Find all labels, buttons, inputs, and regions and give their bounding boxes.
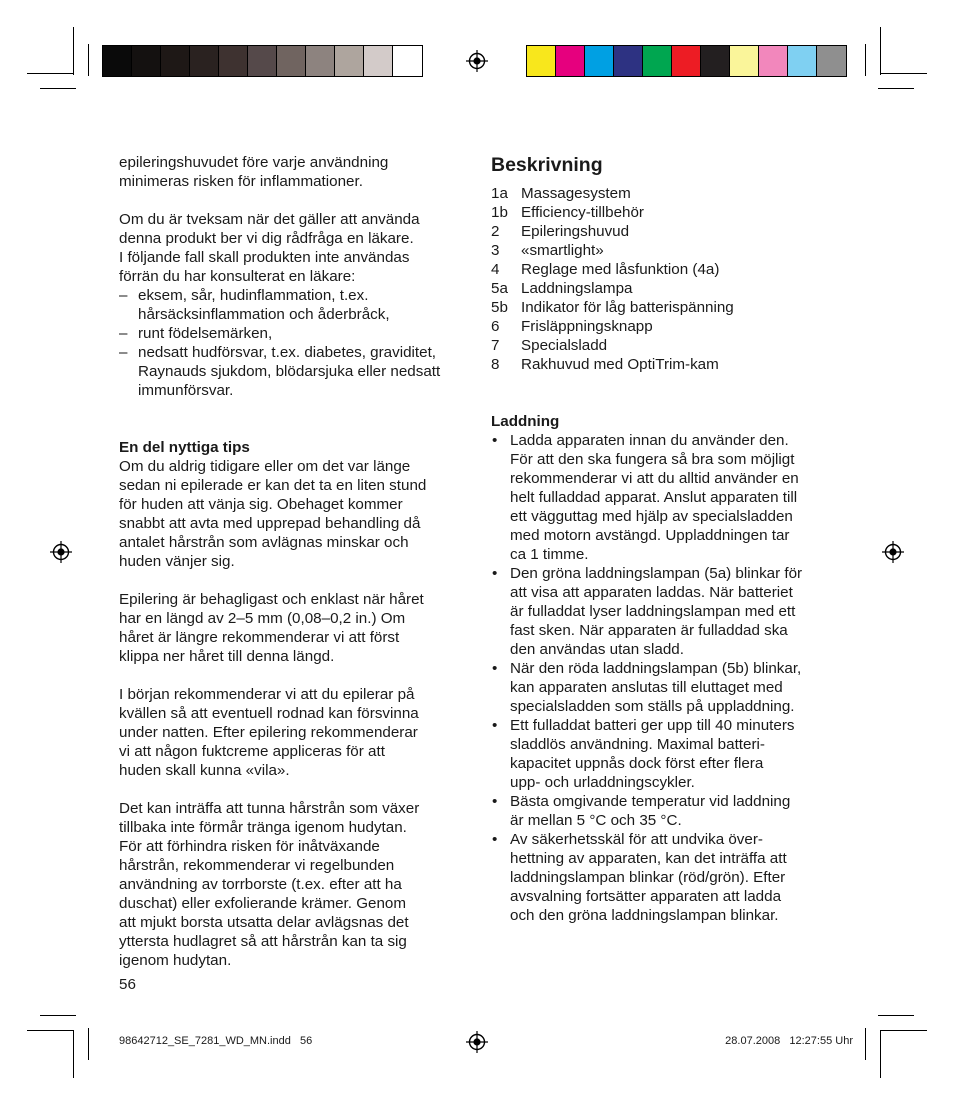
color-swatch <box>817 46 846 76</box>
crop-mark <box>881 1030 927 1031</box>
list-item: • Av säkerhetsskäl för att undvika över- hettning av apparaten, kan det inträffa att laddningslampan blinkar (röd/grön). Efter avsvalning fortsätter apparaten att ladda och den gröna laddningslampan blinkar. <box>492 831 787 924</box>
crop-mark <box>878 88 914 89</box>
color-swatch <box>364 46 393 76</box>
list-item: – nedsatt hudförsvar, t.ex. diabetes, graviditet, Raynauds sjukdom, blödarsjuka eller nedsatt immunförsvar. <box>119 344 441 399</box>
color-swatch <box>248 46 277 76</box>
page-number: 56 <box>119 976 136 993</box>
list-item: 3 «smartlight» <box>491 242 604 259</box>
crop-mark <box>878 1015 914 1016</box>
grayscale-color-bar <box>102 45 423 77</box>
color-swatch <box>788 46 817 76</box>
crop-mark <box>880 1030 881 1078</box>
intro-paragraph: epileringshuvudet före varje användning minimeras risken för inflammationer. <box>119 154 389 190</box>
list-item: – eksem, sår, hudinflammation, t.ex. hårsäcksinflammation och åderbråck, <box>119 287 390 323</box>
crop-mark <box>88 1028 89 1060</box>
tips-paragraph: Om du aldrig tidigare eller om det var länge sedan ni epilerade er kan det ta en liten stund för huden att vänja sig. Obehaget kommer snabbt att avta med upprepad behandling då antalet hårstrån som avlägnas minskar och huden vänjer sig. <box>119 458 427 570</box>
crop-mark <box>880 27 881 75</box>
crop-mark <box>881 73 927 74</box>
color-swatch <box>759 46 788 76</box>
list-item: 5a Laddningslampa <box>491 280 633 297</box>
list-item: • Den gröna laddningslampan (5a) blinkar för att visa att apparaten laddas. När batteriet är fulladdat lyser laddningslampan med ett fast sken. När apparaten är fulladdad ska den användas utan sladd. <box>492 565 803 658</box>
crop-mark <box>40 1015 76 1016</box>
list-item: 5b Indikator för låg batterispänning <box>491 299 734 316</box>
color-swatch <box>527 46 556 76</box>
color-swatch <box>103 46 132 76</box>
length-paragraph: Epilering är behagligast och enklast när håret har en längd av 2–5 mm (0,08–0,2 in.) Om håret är längre rekommenderar vi att först klippa ner håret till denna längd. <box>119 591 424 665</box>
color-swatch <box>306 46 335 76</box>
list-item: 6 Frisläppningsknapp <box>491 318 653 335</box>
conditions-list <box>119 286 469 400</box>
crop-mark <box>27 1030 73 1031</box>
color-swatch <box>556 46 585 76</box>
charging-list <box>491 431 841 925</box>
list-item: 2 Epileringshuvud <box>491 223 630 240</box>
color-swatch <box>161 46 190 76</box>
crop-mark <box>865 44 866 76</box>
tips-heading: En del nyttiga tips <box>119 439 250 456</box>
left-column <box>119 153 469 994</box>
color-swatch <box>614 46 643 76</box>
ingrown-hair-paragraph: Det kan inträffa att tunna hårstrån som växer tillbaka inte förmår tränga igenom hudytan. För att förhindra risken för inåtväxande hårstrån, rekommenderar vi regelbunden användning av torrborste (t.ex. efter att ha duschat) eller exfolierande krämer. Genom att mjukt borsta utsatta delar avlägsnas det yttersta hudlagret så att hårstrån kan ta sig igenom hudytan. <box>119 800 420 969</box>
right-column <box>491 153 841 925</box>
crop-mark <box>27 73 73 74</box>
list-item: • Ladda apparaten innan du använder den. För att den ska fungera så bra som möjligt rekommenderar vi att du alltid använder en helt fulladdad apparat. Anslut apparaten till ett vägguttag med hjälp av specialsladden med motorn avstängd. Uppladdningen tar ca 1 timme. <box>492 432 799 563</box>
date-slug: 28.07.2008 12:27:55 Uhr <box>725 1035 853 1047</box>
registration-mark-icon <box>50 541 72 563</box>
color-swatch <box>190 46 219 76</box>
color-swatch <box>335 46 364 76</box>
list-item: 1a Massagesystem <box>491 185 631 202</box>
list-item: 8 Rakhuvud med OptiTrim-kam <box>491 356 719 373</box>
list-item: – runt födelsemärken, <box>119 325 273 342</box>
list-item: 4 Reglage med låsfunktion (4a) <box>491 261 720 278</box>
registration-mark-icon <box>466 50 488 72</box>
crop-mark <box>73 27 74 75</box>
crop-mark <box>88 44 89 76</box>
color-swatch <box>219 46 248 76</box>
crop-mark <box>73 1030 74 1078</box>
parts-list <box>491 184 841 374</box>
list-item: • När den röda laddningslampan (5b) blinkar, kan apparaten anslutas till eluttaget med specialsladden som ställs på uppladdning. <box>492 660 802 715</box>
file-slug: 98642712_SE_7281_WD_MN.indd 56 <box>119 1035 313 1047</box>
section-heading: Beskrivning <box>491 154 603 176</box>
list-item: • Ett fulladdat batteri ger upp till 40 minuters sladdlös användning. Maximal batteri- kapacitet uppnås dock först efter flera upp- och urladdningscykler. <box>492 717 795 791</box>
color-swatch <box>393 46 422 76</box>
consult-paragraph: Om du är tveksam när det gäller att använda denna produkt ber vi dig rådfråga en läkare. I följande fall skall produkten inte användas förrän du har konsulterat en läkare: <box>119 211 420 285</box>
color-swatch <box>643 46 672 76</box>
color-swatch <box>701 46 730 76</box>
registration-mark-icon <box>466 1031 488 1053</box>
list-item: 7 Specialsladd <box>491 337 608 354</box>
crop-mark <box>40 88 76 89</box>
list-item: • Bästa omgivande temperatur vid laddning är mellan 5 °C och 35 °C. <box>492 793 791 829</box>
evening-paragraph: I början rekommenderar vi att du epilerar på kvällen så att eventuell rodnad kan försvinna under natten. Efter epilering rekommenderar vi att någon fuktcreme appliceras för att huden skall kunna «vila». <box>119 686 419 779</box>
color-swatch <box>585 46 614 76</box>
crop-mark <box>865 1028 866 1060</box>
color-swatch <box>730 46 759 76</box>
color-swatch <box>277 46 306 76</box>
registration-mark-icon <box>882 541 904 563</box>
list-item: 1b Efficiency-tillbehör <box>491 204 644 221</box>
color-swatch <box>132 46 161 76</box>
process-color-bar <box>526 45 847 77</box>
color-swatch <box>672 46 701 76</box>
charging-heading: Laddning <box>491 413 560 430</box>
